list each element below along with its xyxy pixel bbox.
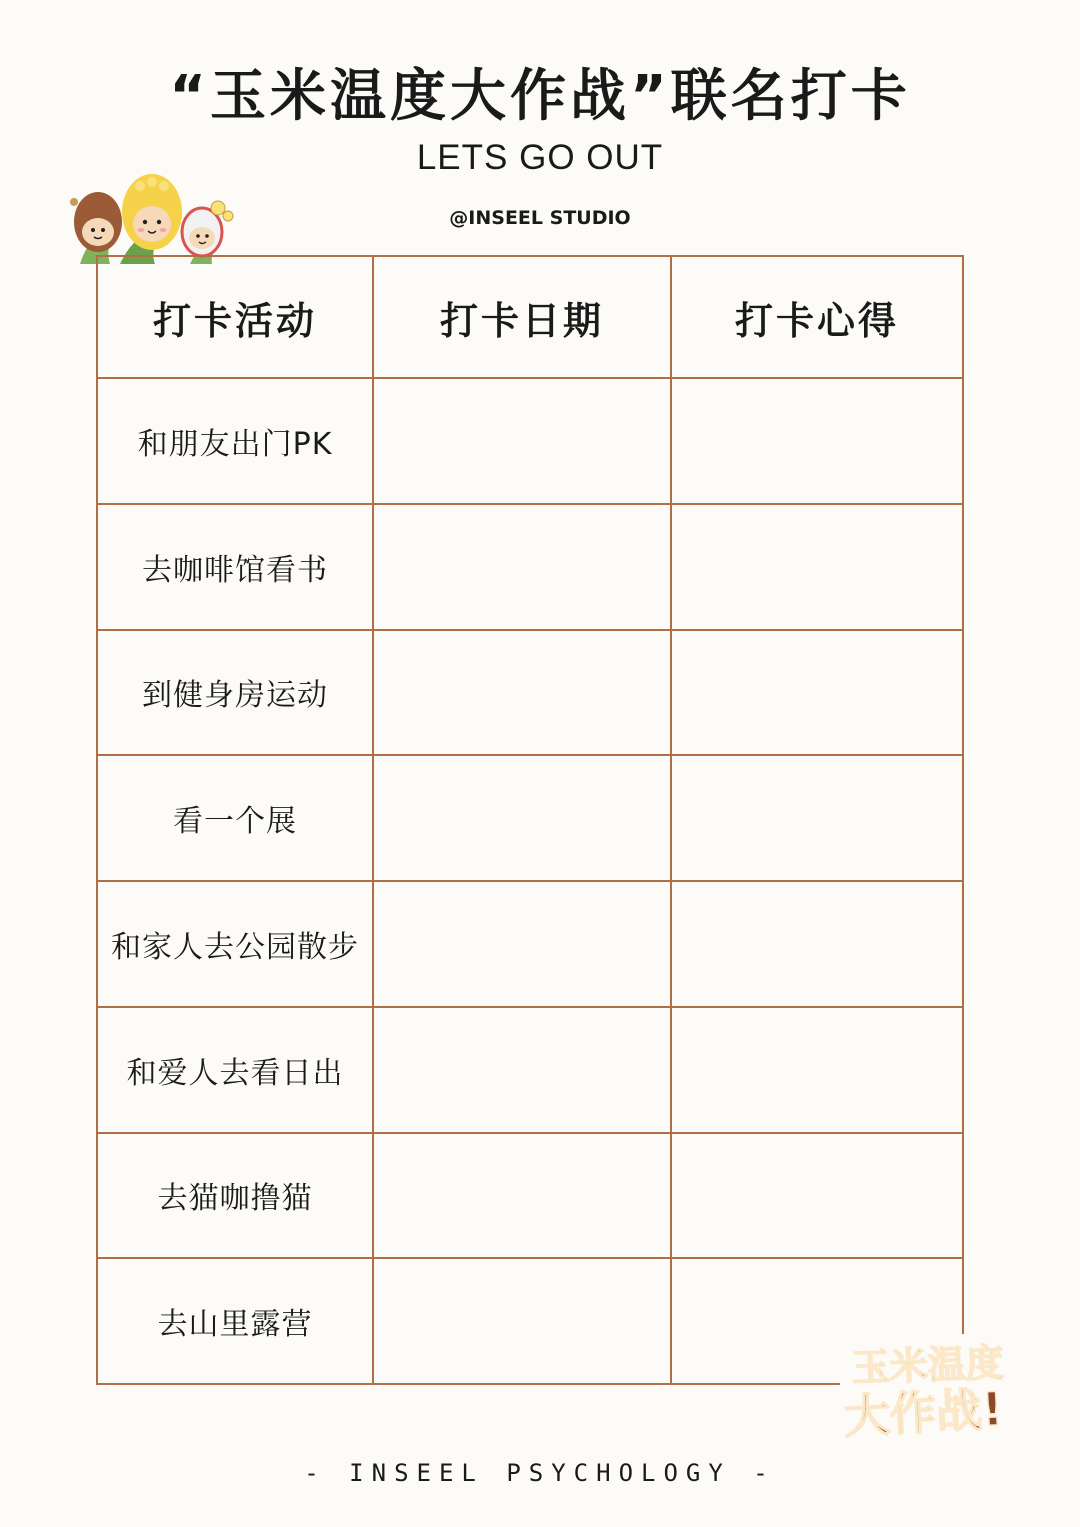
sticker-line-1: 玉米温度 bbox=[851, 1340, 1005, 1390]
page-subtitle: LETS GO OUT bbox=[416, 138, 664, 177]
note-cell[interactable] bbox=[671, 1133, 963, 1259]
date-cell[interactable] bbox=[373, 1007, 671, 1133]
activity-cell: 和家人去公园散步 bbox=[97, 881, 373, 1007]
table-row bbox=[97, 1007, 963, 1133]
table-row bbox=[97, 1133, 963, 1259]
table-row bbox=[97, 630, 963, 756]
date-cell[interactable] bbox=[373, 630, 671, 756]
table-header-row bbox=[97, 256, 963, 378]
table-row bbox=[97, 378, 963, 504]
activity-cell: 去咖啡馆看书 bbox=[97, 504, 373, 630]
column-header-activity: 打卡活动 bbox=[97, 256, 373, 378]
sticker-line-2: 大作战! bbox=[842, 1381, 1005, 1444]
table-row bbox=[97, 1258, 963, 1384]
activity-cell: 去山里露营 bbox=[97, 1258, 373, 1384]
date-cell[interactable] bbox=[373, 1258, 671, 1384]
column-header-note: 打卡心得 bbox=[671, 256, 963, 378]
page-title: “玉米温度大作战”联名打卡 bbox=[169, 64, 911, 129]
studio-handle: @INSEEL STUDIO bbox=[449, 207, 631, 229]
note-cell[interactable] bbox=[671, 504, 963, 630]
date-cell[interactable] bbox=[373, 755, 671, 881]
date-cell[interactable] bbox=[373, 1133, 671, 1259]
activity-cell: 到健身房运动 bbox=[97, 630, 373, 756]
note-cell[interactable] bbox=[671, 378, 963, 504]
checkin-table bbox=[96, 255, 964, 1385]
corn-sticker-logo bbox=[838, 1332, 1043, 1444]
activity-cell: 去猫咖撸猫 bbox=[97, 1133, 373, 1259]
note-cell[interactable] bbox=[671, 630, 963, 756]
activity-cell: 和爱人去看日出 bbox=[97, 1007, 373, 1133]
table-row bbox=[97, 504, 963, 630]
activity-cell: 和朋友出门PK bbox=[97, 378, 373, 504]
activity-cell: 看一个展 bbox=[97, 755, 373, 881]
date-cell[interactable] bbox=[373, 378, 671, 504]
date-cell[interactable] bbox=[373, 881, 671, 1007]
table-row bbox=[97, 881, 963, 1007]
footer-credit: - INSEEL PSYCHOLOGY - bbox=[304, 1459, 776, 1487]
date-cell[interactable] bbox=[373, 504, 671, 630]
column-header-date: 打卡日期 bbox=[373, 256, 671, 378]
note-cell[interactable] bbox=[671, 1007, 963, 1133]
note-cell[interactable] bbox=[671, 755, 963, 881]
corn-mascots-illustration bbox=[60, 172, 240, 264]
note-cell[interactable] bbox=[671, 881, 963, 1007]
table-row bbox=[97, 755, 963, 881]
